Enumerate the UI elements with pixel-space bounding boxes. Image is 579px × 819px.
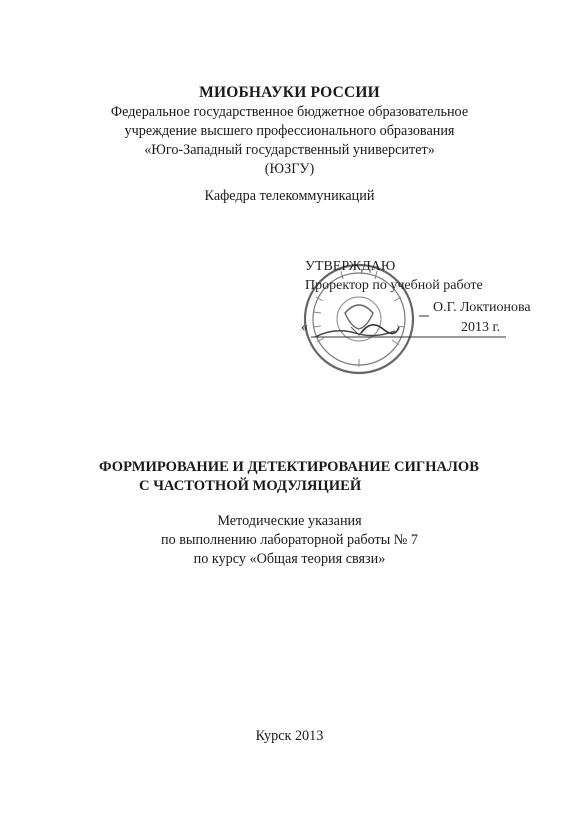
org-line: учреждение высшего профессионального образования — [124, 123, 455, 139]
approval-date-prefix: « — [301, 320, 308, 335]
org-line: (ЮЗГУ) — [264, 161, 315, 177]
official-stamp-icon — [301, 257, 531, 377]
approval-block — [301, 257, 531, 377]
method-line: Методические указания — [217, 513, 362, 529]
ministry-heading: МИОБНАУКИ РОССИИ — [199, 84, 380, 101]
org-line: Федеральное государственное бюджетное образовательное — [110, 104, 469, 120]
method-line: по выполнению лабораторной работы № 7 — [161, 532, 418, 548]
department-name: Кафедра телекоммуникаций — [204, 188, 375, 204]
approval-year: 2013 г. — [461, 320, 501, 335]
org-line: «Юго-Западный государственный университет» — [144, 142, 435, 158]
organization-block — [0, 103, 579, 179]
approval-title: УТВЕРЖДАЮ — [305, 259, 396, 274]
method-block — [0, 512, 579, 569]
approval-name: О.Г. Локтионова — [433, 300, 531, 315]
method-line: по курсу «Общая теория связи» — [193, 551, 386, 567]
document-title-line2: С ЧАСТОТНОЙ МОДУЛЯЦИЕЙ — [139, 478, 362, 494]
city-year: Курск 2013 — [255, 728, 324, 744]
document-title-line1: ФОРМИРОВАНИЕ И ДЕТЕКТИРОВАНИЕ СИГНАЛОВ — [99, 459, 479, 475]
approval-position: Проректор по учебной работе — [305, 278, 483, 293]
